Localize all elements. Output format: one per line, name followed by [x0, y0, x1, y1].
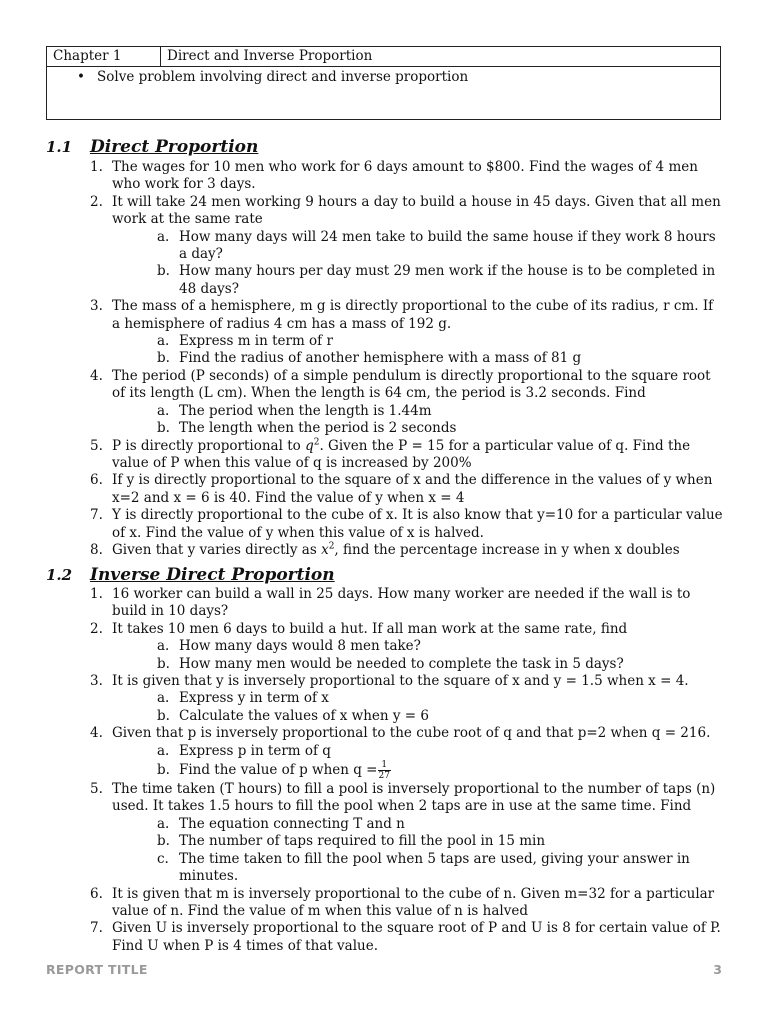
- subquestion-text: Find the radius of another hemisphere with a mass of 81 g: [179, 350, 582, 367]
- subquestion-text: Express y in term of x: [179, 690, 329, 707]
- subquestion: [157, 690, 724, 707]
- question-item: [90, 472, 724, 507]
- question-text: It is given that m is inversely proportional to the cube of n. Given m=32 for a particular value of n. Find the value of m when this value of n is halved: [112, 885, 715, 919]
- question-item: [90, 586, 724, 621]
- subquestion-text: Express m in term of r: [179, 333, 333, 350]
- subquestion-label: b.: [157, 350, 170, 367]
- subquestion-label: a.: [157, 815, 170, 832]
- question-text: , find the percentage increase in y when x doubles: [334, 541, 680, 558]
- subquestion-label: a.: [157, 333, 170, 350]
- subquestion-label: a.: [157, 690, 170, 707]
- section-heading-inverse: [46, 565, 335, 585]
- question-number: 8.: [90, 541, 103, 558]
- subquestion-label: a.: [157, 402, 170, 419]
- learning-objective: [47, 67, 720, 86]
- subquestion-list: [112, 743, 724, 781]
- math-exponent: 2: [328, 541, 335, 552]
- chapter-header-table: [46, 46, 721, 120]
- subquestion-label: b.: [157, 420, 170, 437]
- question-text: It takes 10 men 6 days to build a hut. If all man work at the same rate, find: [112, 620, 628, 637]
- question-number: 1.: [90, 159, 103, 175]
- footer-report-title: REPORT TITLE: [46, 962, 148, 977]
- question-item: [90, 920, 724, 955]
- fraction-numerator: 1: [378, 760, 391, 771]
- subquestion: [157, 816, 724, 833]
- question-text: The period (P seconds) of a simple pendulum is directly proportional to the square root of its length (L cm). When the length is 64 cm, the period is 3.2 seconds. Find: [112, 367, 711, 402]
- question-number: 6.: [90, 885, 103, 902]
- question-item: [90, 438, 724, 473]
- question-item: [90, 298, 724, 368]
- subquestion-text: The time taken to fill the pool when 5 taps are used, giving your answer in minutes.: [179, 850, 690, 885]
- subquestion: [157, 743, 724, 760]
- footer-page-number: 3: [713, 962, 722, 977]
- question-number: 3.: [90, 298, 103, 315]
- subquestion-text: The number of taps required to fill the pool in 15 min: [179, 833, 546, 850]
- subquestion-text: How many men would be needed to complete the task in 5 days?: [179, 655, 624, 672]
- question-number: 4.: [90, 367, 103, 384]
- fraction: [378, 760, 391, 781]
- subquestion: [157, 851, 724, 886]
- subquestion-text: The period when the length is 1.44m: [179, 402, 432, 419]
- subquestion: [157, 760, 724, 781]
- subquestion: [157, 833, 724, 850]
- section-title: Inverse Direct Proportion: [90, 565, 335, 585]
- chapter-title: Direct and Inverse Proportion: [167, 48, 373, 64]
- subquestion-label: b.: [157, 762, 170, 779]
- section-title: Direct Proportion: [90, 137, 259, 157]
- subquestion-list: [112, 690, 724, 725]
- question-text: The mass of a hemisphere, m g is directly proportional to the cube of its radius, r cm. If a hemisphere of radius 4 cm has a mass of 192 g.: [112, 298, 714, 332]
- question-item: [90, 159, 724, 194]
- subquestion-text: Find the value of p when q =: [179, 762, 378, 779]
- question-item: [90, 781, 724, 885]
- subquestion-text: Express p in term of q: [179, 742, 331, 759]
- subquestion-list: [112, 816, 724, 886]
- question-number: 1.: [90, 586, 103, 602]
- section-number: 1.1: [46, 138, 73, 156]
- question-item: [90, 725, 724, 781]
- question-item: [90, 621, 724, 673]
- subquestion: [157, 403, 724, 420]
- question-number: 7.: [90, 920, 103, 937]
- question-number: 5.: [90, 781, 103, 798]
- subquestion: [157, 420, 724, 437]
- inverse-questions-list: [90, 586, 724, 955]
- question-text: Given that p is inversely proportional to the cube root of q and that p=2 when q = 216.: [112, 725, 711, 742]
- math-variable: q: [305, 437, 314, 454]
- section-number: 1.2: [46, 566, 73, 584]
- subquestion-text: The equation connecting T and n: [179, 815, 405, 832]
- subquestion-text: Calculate the values of x when y = 6: [179, 707, 429, 724]
- question-item: [90, 194, 724, 298]
- question-text: Given that y varies directly as: [112, 541, 322, 558]
- math-variable: x: [321, 541, 329, 558]
- question-text: . Given the P = 15 for a particular value of q. Find the value of P when this value of q is increased by 200%: [112, 437, 691, 471]
- subquestion: [157, 263, 724, 298]
- subquestion-list: [112, 333, 724, 368]
- subquestion-label: a.: [157, 742, 170, 759]
- question-text: 16 worker can build a wall in 25 days. How many worker are needed if the wall is to build in 10 days?: [112, 586, 691, 620]
- question-text: Given U is inversely proportional to the square root of P and U is 8 for certain value of P. Find U when P is 4 times of that value.: [112, 920, 721, 954]
- subquestion-label: c.: [157, 850, 169, 867]
- question-item: [90, 507, 724, 542]
- question-number: 6.: [90, 472, 103, 489]
- subquestion-label: b.: [157, 707, 170, 724]
- subquestion-label: a.: [157, 228, 170, 245]
- subquestion: [157, 708, 724, 725]
- question-text: It will take 24 men working 9 hours a day to build a house in 45 days. Given that all men work at the same rate: [112, 193, 721, 228]
- subquestion: [157, 656, 724, 673]
- subquestion: [157, 638, 724, 655]
- section-heading-direct: [46, 137, 258, 157]
- subquestion-text: How many days will 24 men take to build the same house if they work 8 hours a day?: [179, 228, 716, 263]
- question-item: [90, 886, 724, 921]
- fraction-denominator: 27: [378, 771, 390, 782]
- math-exponent: 2: [313, 437, 320, 447]
- subquestion-label: b.: [157, 263, 170, 280]
- question-number: 7.: [90, 507, 103, 524]
- question-text: P is directly proportional to: [112, 437, 306, 454]
- question-number: 5.: [90, 437, 103, 454]
- question-item: [90, 542, 724, 559]
- subquestion: [157, 229, 724, 264]
- question-text: If y is directly proportional to the square of x and the difference in the values of y when x=2 and x = 6 is 40. Find the value of y when x = 4: [112, 472, 713, 506]
- question-number: 4.: [90, 725, 103, 742]
- direct-questions-list: [90, 159, 724, 559]
- question-number: 2.: [90, 193, 103, 210]
- subquestion-list: [112, 229, 724, 299]
- question-text: Y is directly proportional to the cube of x. It is also know that y=10 for a particular value of x. Find the value of y when this value of x is halved.: [112, 507, 723, 541]
- question-number: 2.: [90, 620, 103, 637]
- question-text: The time taken (T hours) to fill a pool is inversely proportional to the number of taps (n) used. It takes 1.5 hours to fill the pool when 2 taps are in use at the same time. Find: [112, 781, 716, 815]
- subquestion-label: b.: [157, 655, 170, 672]
- question-item: [90, 673, 724, 725]
- subquestion-list: [112, 638, 724, 673]
- learning-objective-text: Solve problem involving direct and inverse proportion: [97, 69, 469, 85]
- subquestion-label: b.: [157, 833, 170, 850]
- question-number: 3.: [90, 673, 103, 690]
- question-item: [90, 368, 724, 438]
- subquestion-text: The length when the period is 2 seconds: [179, 420, 457, 437]
- subquestion: [157, 350, 724, 367]
- question-text: The wages for 10 men who work for 6 days amount to $800. Find the wages of 4 men who work for 3 days.: [112, 159, 698, 193]
- subquestion-text: How many hours per day must 29 men work if the house is to be completed in 48 days?: [179, 263, 716, 297]
- subquestion-label: a.: [157, 638, 170, 655]
- chapter-label: Chapter 1: [47, 47, 161, 66]
- question-text: It is given that y is inversely proportional to the square of x and y = 1.5 when x = 4.: [112, 673, 689, 690]
- subquestion-text: How many days would 8 men take?: [179, 638, 421, 655]
- header-row: [47, 47, 720, 67]
- subquestion: [157, 333, 724, 350]
- subquestion-list: [112, 403, 724, 438]
